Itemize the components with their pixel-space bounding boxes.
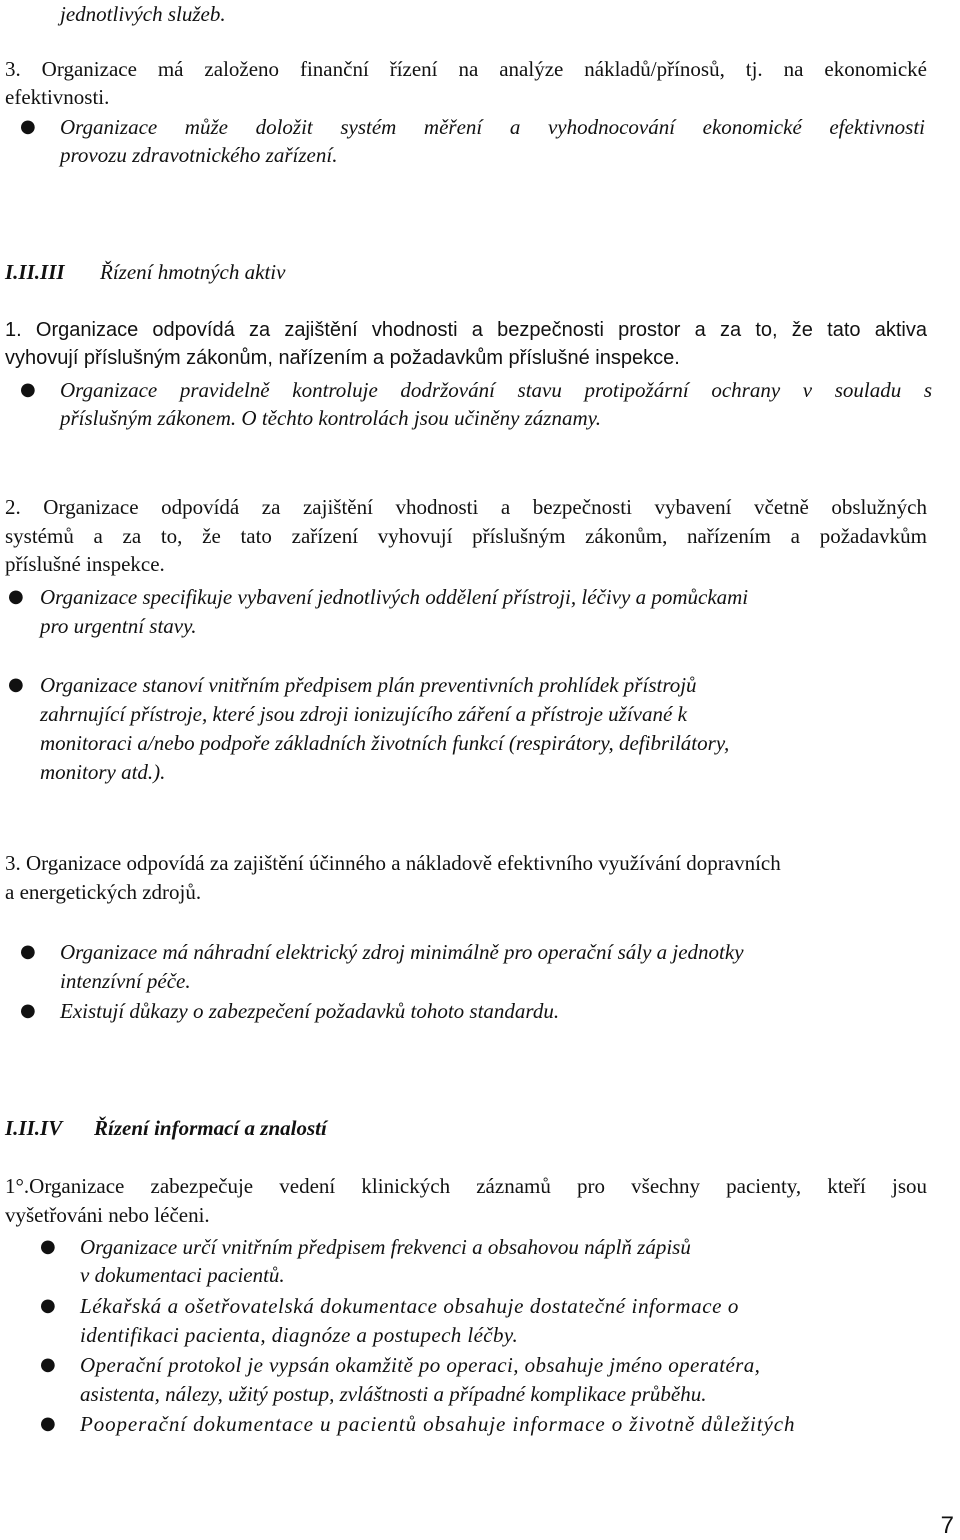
bullet-icon: ●	[20, 116, 36, 137]
text-line: příslušné inspekce.	[5, 552, 165, 576]
text-line: systémů a za to, že tato zařízení vyhovují příslušným zákonům, nařízením a požadavkům	[5, 524, 927, 548]
text-line: asistenta, nálezy, užitý postup, zvláštnosti a případné komplikace průběhu.	[80, 1382, 707, 1406]
text-line: monitory atd.).	[40, 760, 166, 784]
text-line: 3. Organizace odpovídá za zajištění účinného a nákladově efektivního využívání dopravních	[5, 851, 781, 875]
bullet-icon: ●	[20, 379, 36, 400]
text-line: Existují důkazy o zabezpečení požadavků tohoto standardu.	[60, 999, 560, 1023]
page-number: 7	[940, 1512, 954, 1539]
section-title: Řízení informací a znalostí	[94, 1116, 327, 1140]
text-line: Organizace může doložit systém měření a vyhodnocování ekonomické efektivnosti	[60, 115, 925, 139]
text-line: Organizace má náhradní elektrický zdroj minimálně pro operační sály a jednotky	[60, 940, 744, 964]
bullet-icon: ●	[20, 941, 36, 962]
bullet-icon: ●	[40, 1295, 56, 1316]
text-line: 1°.Organizace zabezpečuje vedení klinických záznamů pro všechny pacienty, kteří jsou	[5, 1174, 927, 1198]
text-line: jednotlivých služeb.	[60, 2, 226, 26]
text-line: 3. Organizace má založeno finanční řízení na analýze nákladů/přínosů, tj. na ekonomické	[5, 57, 927, 81]
bullet-icon: ●	[40, 1413, 56, 1434]
bullet-icon: ●	[8, 674, 24, 695]
bullet-icon: ●	[40, 1354, 56, 1375]
bullet-icon: ●	[20, 1000, 36, 1021]
text-line: identifikaci pacienta, diagnóze a postupech léčby.	[80, 1323, 519, 1347]
text-line: v dokumentaci pacientů.	[80, 1263, 285, 1287]
text-line: provozu zdravotnického zařízení.	[60, 143, 338, 167]
bullet-icon: ●	[8, 586, 24, 607]
text-line: Organizace pravidelně kontroluje dodržování stavu protipožární ochrany v souladu s	[60, 378, 932, 402]
text-line: příslušným zákonem. O těchto kontrolách jsou učiněny záznamy.	[60, 406, 602, 430]
text-line: vyhovují příslušným zákonům, nařízením a požadavkům příslušné inspekce.	[5, 347, 680, 369]
text-line: 2. Organizace odpovídá za zajištění vhodnosti a bezpečnosti vybavení včetně obslužných	[5, 495, 927, 519]
text-line: Operační protokol je vypsán okamžitě po operaci, obsahuje jméno operatéra,	[80, 1353, 761, 1377]
text-line: intenzívní péče.	[60, 969, 191, 993]
section-title: Řízení hmotných aktiv	[100, 260, 286, 284]
text-line: zahrnující přístroje, které jsou zdroji ionizujícího záření a přístroje užívané k	[40, 702, 687, 726]
section-number: I.II.III	[5, 260, 65, 284]
text-line: pro urgentní stavy.	[40, 614, 197, 638]
text-line: Organizace specifikuje vybavení jednotlivých oddělení přístroji, léčivy a pomůckami	[40, 585, 749, 609]
text-line: Organizace určí vnitřním předpisem frekvenci a obsahovou náplň zápisů	[80, 1235, 691, 1259]
text-line: Organizace stanoví vnitřním předpisem plán preventivních prohlídek přístrojů	[40, 673, 697, 697]
text-line: Lékařská a ošetřovatelská dokumentace obsahuje dostatečné informace o	[80, 1294, 740, 1318]
text-line: efektivnosti.	[5, 85, 110, 109]
text-line: a energetických zdrojů.	[5, 880, 202, 904]
text-line: 1. Organizace odpovídá za zajištění vhodnosti a bezpečnosti prostor a za to, že tato aktiva	[5, 319, 927, 341]
bullet-icon: ●	[40, 1236, 56, 1257]
text-line: vyšetřováni nebo léčeni.	[5, 1203, 210, 1227]
text-line: monitoraci a/nebo podpoře základních životních funkcí (respirátory, defibrilátory,	[40, 731, 730, 755]
section-number: I.II.IV	[5, 1116, 63, 1140]
text-line: Pooperační dokumentace u pacientů obsahuje informace o životně důležitých	[80, 1412, 796, 1436]
